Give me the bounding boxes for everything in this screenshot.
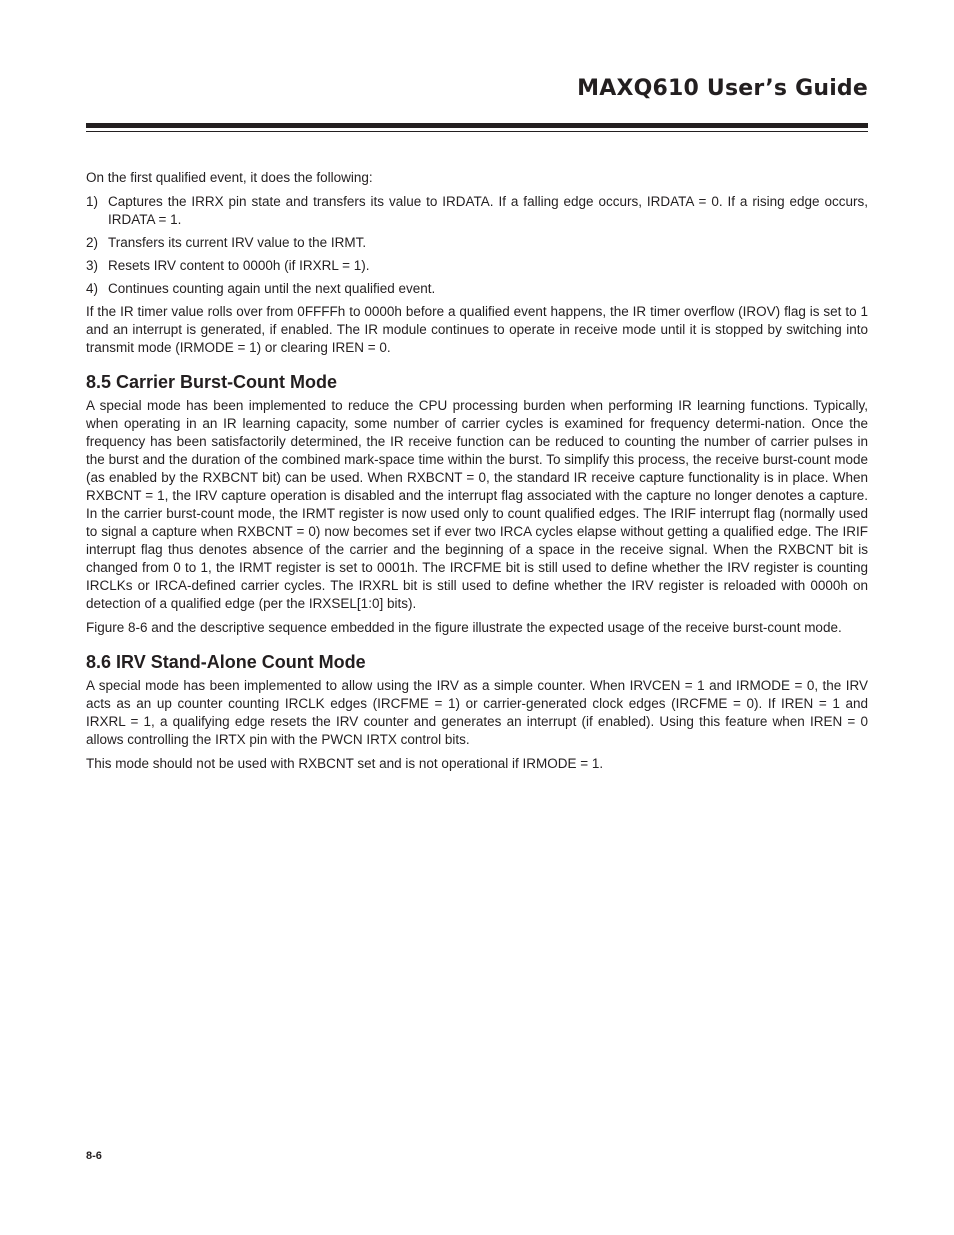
document-page: [86, 0, 868, 1235]
list-item: [86, 257, 868, 275]
document-title: MAXQ610 User’s Guide: [577, 76, 868, 101]
intro-paragraph: On the first qualified event, it does the following:: [86, 170, 373, 185]
list-item-text: Continues counting again until the next qualified event.: [108, 281, 436, 296]
header-rule-thin: [86, 131, 868, 132]
list-item: [86, 280, 868, 298]
list-item-text: Transfers its current IRV value to the IRMT.: [108, 235, 367, 250]
list-item: [86, 234, 868, 252]
page-number: 8-6: [86, 1150, 102, 1162]
section-heading-8-6: 8.6 IRV Stand-Alone Count Mode: [86, 652, 366, 672]
list-item-number: 1): [86, 194, 99, 209]
body-content: [86, 169, 868, 779]
section-8-6-paragraph-1: A special mode has been implemented to allow using the IRV as a simple counter. When IRVCEN = 1 and IRMODE = 0, the IRV acts as an up counter counting IRCLK edges (IRCFME = 1) or carrier-generated clock edges (IRCFME = 0). If IREN = 1 and IRXRL = 1, a qualifying edge resets the IRV counter and generates an interrupt (if enabled). Using this feature when IREN = 0 allows controlling the IRTX pin with the PWCN IRTX control bits.: [86, 678, 868, 747]
section-8-5-paragraph-2: Figure 8-6 and the descriptive sequence embedded in the figure illustrate the expected usage of the receive burst-count mode.: [86, 620, 842, 635]
section-heading-8-5: 8.5 Carrier Burst-Count Mode: [86, 372, 338, 392]
list-item-text: Resets IRV content to 0000h (if IRXRL = 1).: [108, 258, 370, 273]
header-rule-thick: [86, 123, 868, 128]
section-8-5-paragraph-1: A special mode has been implemented to reduce the CPU processing burden when performing IR learning functions. Typically, when operating in an IR learning capacity, some number of carrier cycles is examined for frequency determi-nation. Once the frequency has been satisfactorily determined, the IR receive function can be reduced to counting the number of carrier pulses in the burst and the duration of the combined mark-space time within the burst. To simplify this process, the receive burst-count mode (as enabled by the RXBCNT bit) can be used. When RXBCNT = 0, the standard IR receive capture functionality is in place. When RXBCNT = 1, the IRV capture operation is disabled and the interrupt flag associated with the capture no longer denotes a capture. In the carrier burst-count mode, the IRMT register is now used only to count qualified edges. The IRIF interrupt flag (normally used to signal a capture when RXBCNT = 0) now becomes set if ever two IRCA cycles elapse without getting a qualified edge. The IRIF interrupt flag thus denotes absence of the carrier and the beginning of a space in the receive signal. When the RXBCNT bit is changed from 0 to 1, the IRMT register is set to 0001h. The IRCFME bit is still used to define whether the IRV register is counting IRCLKs or IRCA-defined carrier cycles. The IRXRL bit is still used to define whether the IRV register is reloaded with 0000h on detection of a qualified edge (per the IRXSEL[1:0] bits).: [86, 398, 868, 611]
list-item-text: Captures the IRRX pin state and transfers its value to IRDATA. If a falling edge occurs, IRDATA = 0. If a rising edge occurs, IRDATA = 1.: [108, 194, 868, 227]
event-steps-list: [86, 193, 868, 298]
list-item-number: 3): [86, 258, 99, 273]
overflow-paragraph: If the IR timer value rolls over from 0FFFFh to 0000h before a qualified event happens, the IR timer overflow (IROV) flag is set to 1 and an interrupt is generated, if enabled. The IR module continues to operate in receive mode until it is stopped by switching into transmit mode (IRMODE = 1) or clearing IREN = 0.: [86, 304, 868, 355]
list-item-number: 2): [86, 235, 99, 250]
list-item-number: 4): [86, 281, 99, 296]
section-8-6-paragraph-2: This mode should not be used with RXBCNT set and is not operational if IRMODE = 1.: [86, 756, 604, 771]
list-item: [86, 193, 868, 229]
